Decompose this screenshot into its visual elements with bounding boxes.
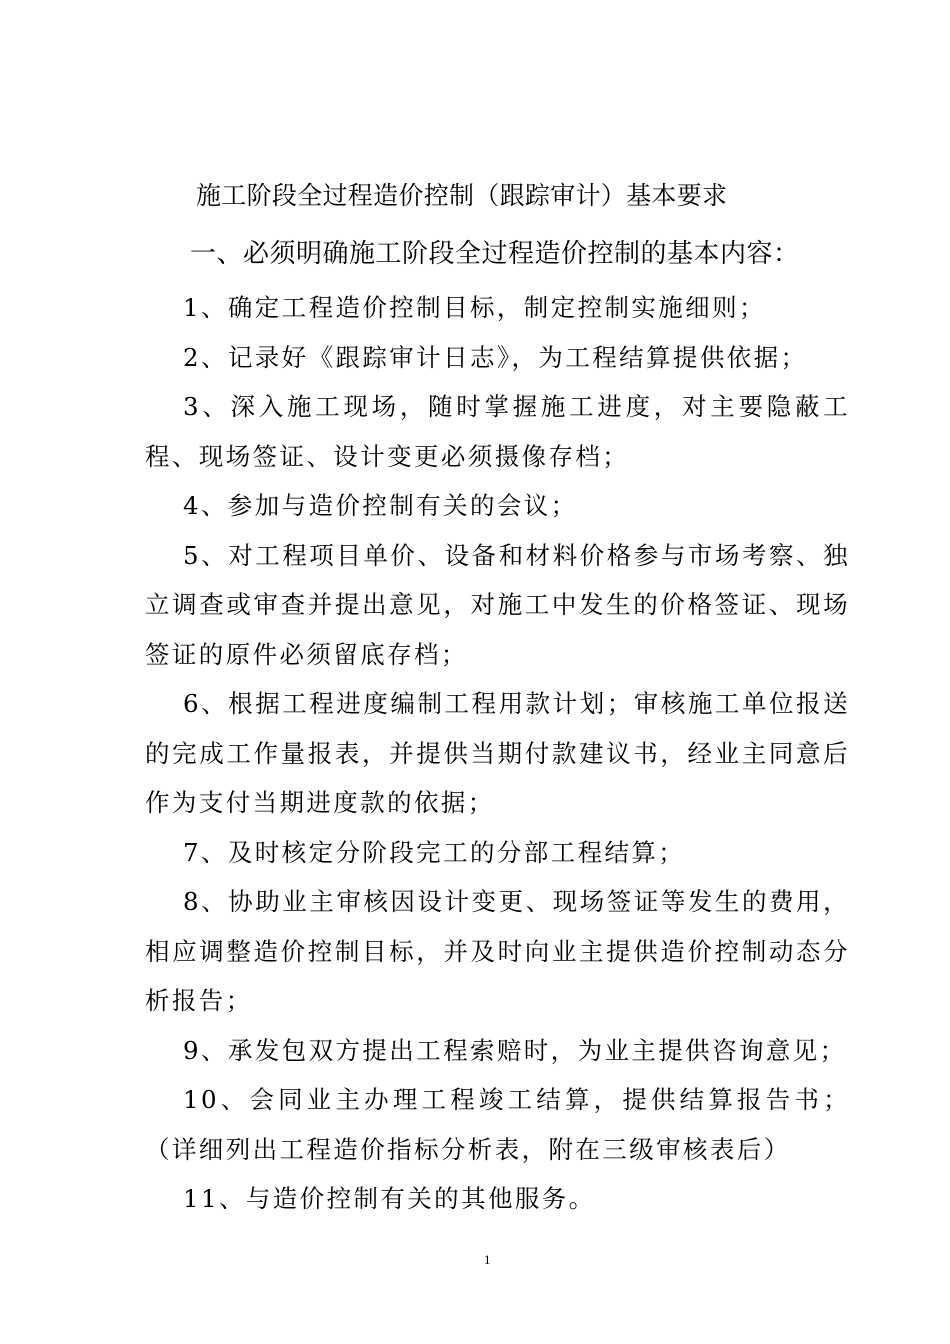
list-item: 11、与造价控制有关的其他服务。 bbox=[183, 1184, 596, 1213]
list-item: 3、深入施工现场，随时掌握施工进度，对主要隐蔽工程、现场签证、设计变更必须摄像存档； bbox=[145, 392, 850, 471]
list-item: 6、根据工程进度编制工程用款计划；审核施工单位报送的完成工作量报表，并提供当期付款建议书，经业主同意后作为支付当期进度款的依据； bbox=[145, 689, 850, 817]
list-item: 9、承发包双方提出工程索赔时，为业主提供咨询意见； bbox=[183, 1035, 847, 1065]
page-number: 1 bbox=[484, 1252, 491, 1267]
list-item: 10、会同业主办理工程竣工结算，提供结算报告书；（详细列出工程造价指标分析表，附在三级审核表后） bbox=[145, 1085, 850, 1164]
document-title: 施工阶段全过程造价控制（跟踪审计）基本要求 bbox=[196, 181, 728, 210]
item-list bbox=[145, 283, 850, 1224]
list-item: 2、记录好《跟踪审计日志》，为工程结算提供依据； bbox=[183, 342, 808, 372]
list-item: 5、对工程项目单价、设备和材料价格参与市场考察、独立调查或审查并提出意见，对施工中发生的价格签证、现场签证的原件必须留底存档； bbox=[145, 540, 850, 669]
list-item: 8、协助业主审核因设计变更、现场签证等发生的费用，相应调整造价控制目标，并及时向业主提供造价控制动态分析报告； bbox=[145, 887, 850, 1015]
section-heading: 一、必须明确施工阶段全过程造价控制的基本内容： bbox=[190, 239, 800, 269]
list-item: 4、参加与造价控制有关的会议； bbox=[183, 491, 578, 520]
list-item: 7、及时核定分阶段完工的分部工程结算； bbox=[183, 837, 686, 867]
list-item: 1、确定工程造价控制目标，制定控制实施细则； bbox=[183, 293, 766, 322]
